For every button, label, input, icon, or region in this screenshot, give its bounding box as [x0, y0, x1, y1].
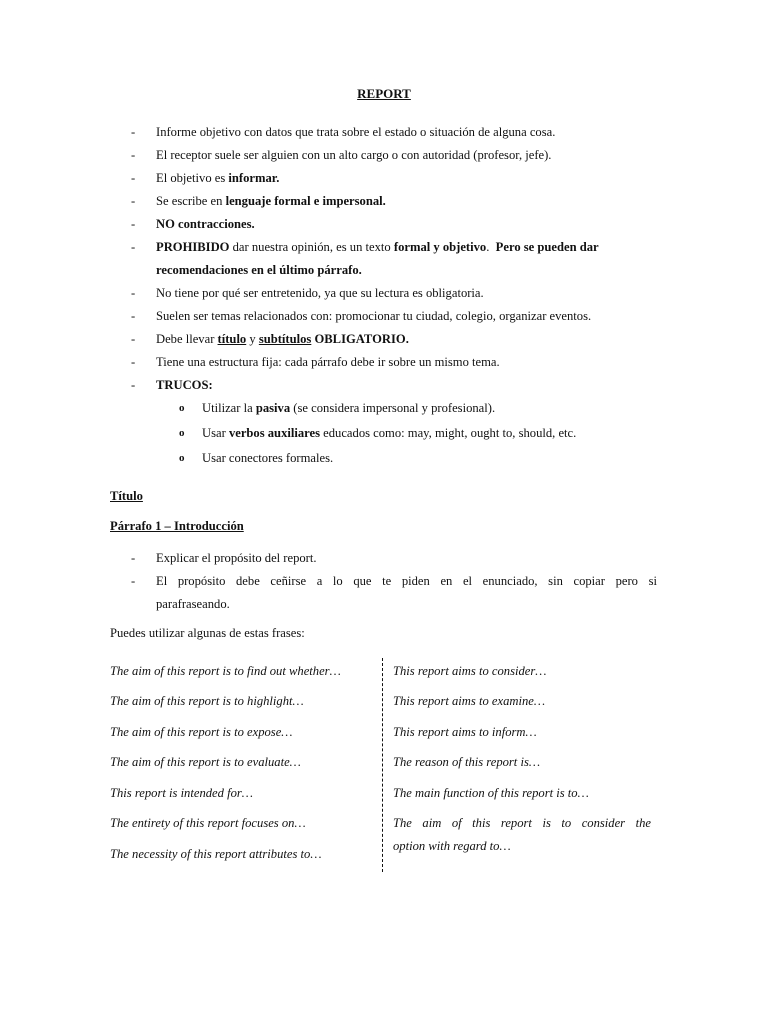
phrase-right-continuation: option with regard to…	[393, 839, 511, 853]
bullet-dash: -	[131, 171, 136, 185]
bullet-dash: -	[131, 332, 136, 346]
sub-list-item-text: Usar verbos auxiliares educados como: may, might, ought to, should, etc.	[202, 426, 577, 440]
paragraph-heading: Párrafo 1 – Introducción	[110, 519, 244, 533]
phrase-left: The necessity of this report attributes to…	[110, 847, 322, 861]
bullet-dash: -	[131, 378, 136, 392]
phrase-left: The aim of this report is to expose…	[110, 725, 293, 739]
bullet-dash: -	[131, 148, 136, 162]
phrase-right: This report aims to examine…	[393, 694, 546, 708]
column-divider	[382, 658, 383, 872]
list-item-text: NO contracciones.	[156, 217, 255, 231]
sub-list-item-text: Usar conectores formales.	[202, 451, 334, 465]
phrase-right: The aim of this report is to consider the	[393, 816, 651, 830]
phrase-left: The aim of this report is to highlight…	[110, 694, 304, 708]
phrase-right: This report aims to consider…	[393, 664, 547, 678]
list-item-text: parafraseando.	[156, 597, 230, 611]
document-title: REPORT	[357, 86, 411, 101]
sub-list-item-text: Utilizar la pasiva (se considera impersonal y profesional).	[202, 401, 496, 415]
list-item-text: Se escribe en lenguaje formal e impersonal.	[156, 194, 386, 208]
bullet-dash: -	[131, 574, 136, 588]
list-item-text: Tiene una estructura fija: cada párrafo debe ir sobre un mismo tema.	[156, 355, 500, 369]
phrase-right: This report aims to inform…	[393, 725, 537, 739]
list-item-text: El receptor suele ser alguien con un alto cargo o con autoridad (profesor, jefe).	[156, 148, 552, 162]
phrase-left: The aim of this report is to find out whether…	[110, 664, 341, 678]
bullet-dash: -	[131, 125, 136, 139]
sub-bullet-mark: o	[179, 452, 185, 464]
list-item-text: El propósito debe ceñirse a lo que te piden en el enunciado, sin copiar pero si	[156, 574, 657, 588]
phrase-left: This report is intended for…	[110, 786, 253, 800]
list-item-text: PROHIBIDO dar nuestra opinión, es un texto formal y objetivo. Pero se pueden dar	[156, 240, 599, 254]
bullet-dash: -	[131, 194, 136, 208]
sub-bullet-mark: o	[179, 427, 185, 439]
list-item-text: Suelen ser temas relacionados con: promocionar tu ciudad, colegio, organizar eventos.	[156, 309, 592, 323]
bullet-dash: -	[131, 217, 136, 231]
bullet-dash: -	[131, 309, 136, 323]
phrase-right: The main function of this report is to…	[393, 786, 589, 800]
list-item-text: Informe objetivo con datos que trata sobre el estado o situación de alguna cosa.	[156, 125, 556, 139]
bullet-dash: -	[131, 240, 136, 254]
bullet-dash: -	[131, 286, 136, 300]
phrase-left: The aim of this report is to evaluate…	[110, 755, 301, 769]
list-item-text: TRUCOS:	[156, 378, 213, 392]
list-item-text: No tiene por qué ser entretenido, ya que su lectura es obligatoria.	[156, 286, 484, 300]
phrase-right: The reason of this report is…	[393, 755, 541, 769]
list-item-text: El objetivo es informar.	[156, 171, 280, 185]
phrases-intro: Puedes utilizar algunas de estas frases:	[110, 626, 305, 640]
list-item-text: recomendaciones en el último párrafo.	[156, 263, 362, 277]
list-item-text: Debe llevar título y subtítulos OBLIGATORIO.	[156, 332, 409, 346]
bullet-dash: -	[131, 355, 136, 369]
list-item-text: Explicar el propósito del report.	[156, 551, 317, 565]
section-title: Título	[110, 489, 143, 503]
sub-bullet-mark: o	[179, 402, 185, 414]
bullet-dash: -	[131, 551, 136, 565]
phrase-left: The entirety of this report focuses on…	[110, 816, 306, 830]
